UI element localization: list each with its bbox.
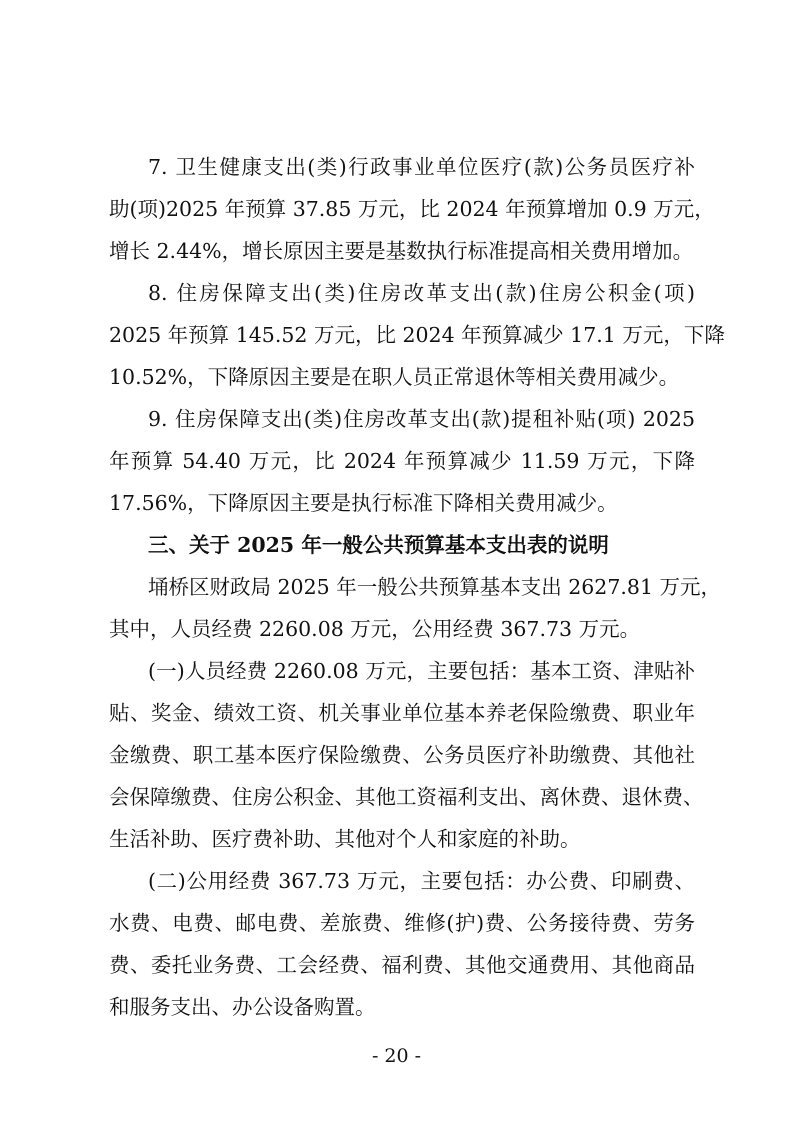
paragraph-8-line-3: 10.52%，下降原因主要是在职人员正常退休等相关费用减少。 (109, 365, 680, 389)
page-number: - 20 - (371, 1045, 422, 1067)
paragraph-9-line-1: 9. 住房保障支出(类)住房改革支出(款)提租补贴(项) 2025 (148, 407, 695, 431)
paragraph-8-line-1: 8. 住房保障支出(类)住房改革支出(款)住房公积金(项) (148, 281, 695, 305)
paragraph-7-line-1: 7. 卫生健康支出(类)行政事业单位医疗(款)公务员医疗补 (148, 155, 695, 179)
public-expense-line-3: 费、委托业务费、工会经费、福利费、其他交通费用、其他商品 (109, 953, 695, 977)
section-heading: 三、关于 2025 年一般公共预算基本支出表的说明 (148, 533, 609, 557)
paragraph-7-line-3: 增长 2.44%，增长原因主要是基数执行标准提高相关费用增加。 (109, 239, 694, 263)
public-expense-line-2: 水费、电费、邮电费、差旅费、维修(护)费、公务接待费、劳务 (109, 911, 695, 935)
paragraph-9-line-3: 17.56%，下降原因主要是执行标准下降相关费用减少。 (109, 491, 618, 515)
personnel-line-3: 金缴费、职工基本医疗保险缴费、公务员医疗补助缴费、其他社 (109, 743, 695, 767)
personnel-line-5: 生活补助、医疗费补助、其他对个人和家庭的补助。 (109, 827, 581, 851)
personnel-line-4: 会保障缴费、住房公积金、其他工资福利支出、离休费、退休费、 (109, 785, 704, 809)
paragraph-7-line-2: 助(项)2025 年预算 37.85 万元，比 2024 年预算增加 0.9 万元， (109, 197, 715, 221)
paragraph-9-line-2: 年预算 54.40 万元，比 2024 年预算减少 11.59 万元，下降 (109, 449, 695, 473)
summary-line-1: 埇桥区财政局 2025 年一般公共预算基本支出 2627.81 万元， (148, 575, 722, 599)
summary-line-2: 其中，人员经费 2260.08 万元，公用经费 367.73 万元。 (109, 617, 641, 641)
paragraph-8-line-2: 2025 年预算 145.52 万元，比 2024 年预算减少 17.1 万元，下降 (109, 323, 725, 347)
public-expense-line-4: 和服务支出、办公设备购置。 (109, 995, 376, 1019)
public-expense-line-1: (二)公用经费 367.73 万元，主要包括：办公费、印刷费、 (148, 869, 695, 893)
personnel-line-2: 贴、奖金、绩效工资、机关事业单位基本养老保险缴费、职业年 (109, 701, 695, 725)
personnel-line-1: (一)人员经费 2260.08 万元，主要包括：基本工资、津贴补 (148, 659, 695, 683)
